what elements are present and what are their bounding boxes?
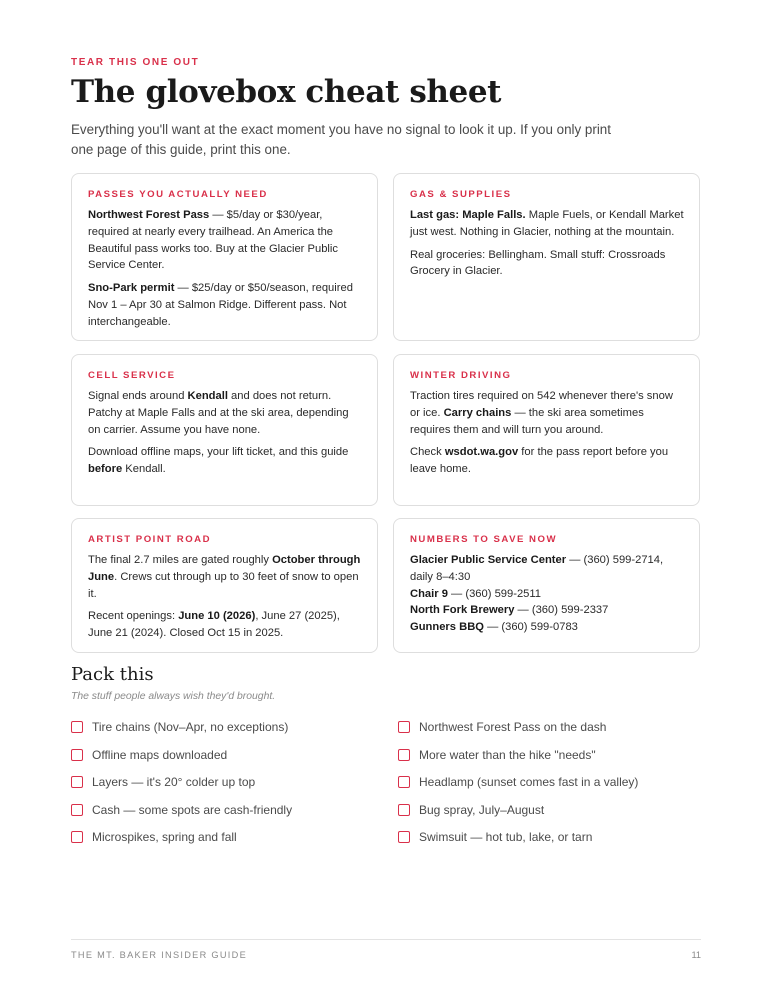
page-title: The glovebox cheat sheet [71, 74, 502, 110]
card-paragraph [88, 280, 363, 330]
bold-text: before [88, 463, 123, 476]
card-paragraph [410, 247, 685, 281]
pack-section-subtitle: The stuff people always wish they'd brought. [71, 691, 276, 702]
checklist-item[interactable] [398, 745, 596, 765]
contact-name: Glacier Public Service Center [410, 554, 567, 566]
contact-name: Chair 9 [410, 587, 448, 600]
bold-text: October through June [88, 554, 361, 583]
contact-detail: — (360) 599-2337 [514, 604, 609, 617]
bold-text: Carry chains [443, 406, 512, 419]
card-label: GAS & SUPPLIES [410, 189, 512, 200]
contact-detail: — (360) 599-2714, daily 8–4:30 [410, 554, 664, 583]
checklist-label: Tire chains (Nov–Apr, no exceptions) [92, 720, 289, 734]
checklist-item[interactable] [71, 827, 237, 847]
card-label: CELL SERVICE [88, 370, 176, 381]
phone-number-list [410, 552, 685, 636]
checklist-item[interactable] [71, 772, 255, 792]
checkbox[interactable] [398, 776, 410, 788]
card-paragraph [88, 388, 363, 438]
guide-page [71, 0, 701, 1000]
body-text: . Crews cut through up to 30 feet of snow to open it. [88, 570, 359, 600]
phone-entry [410, 552, 685, 586]
footer-page-number: 11 [691, 950, 701, 960]
phone-entry [410, 602, 685, 619]
checkbox[interactable] [398, 721, 410, 733]
body-text: Kendall. [122, 463, 166, 476]
body-text: , June 27 (2025), June 21 (2024). Closed Oct 15 in 2025. [88, 610, 340, 640]
card-numbers-to-save [393, 518, 700, 653]
checklist-label: Swimsuit — hot tub, lake, or tarn [419, 830, 593, 844]
footer-divider [71, 939, 701, 940]
contact-name: Gunners BBQ [410, 621, 484, 634]
card-cell-service [71, 354, 378, 506]
checklist-item[interactable] [398, 800, 544, 820]
checkbox[interactable] [398, 831, 410, 843]
checkbox[interactable] [71, 749, 83, 761]
checkbox[interactable] [71, 721, 83, 733]
body-text: Traction tires required on 542 whenever there's snow or ice. [410, 390, 673, 419]
checklist-item[interactable] [398, 717, 606, 737]
body-text: Check [410, 446, 445, 459]
checklist-label: More water than the hike "needs" [419, 748, 596, 762]
body-text: — the ski area sometimes requires them and will turn you around. [410, 406, 644, 436]
phone-entry [410, 619, 685, 636]
checklist-label: Microspikes, spring and fall [92, 830, 237, 844]
checklist-label: Northwest Forest Pass on the dash [419, 720, 607, 734]
card-paragraph [410, 444, 685, 478]
card-paragraph [88, 207, 363, 274]
card-paragraph [88, 552, 363, 602]
section-kicker: TEAR THIS ONE OUT [71, 57, 200, 68]
checkbox[interactable] [71, 804, 83, 816]
checkbox[interactable] [398, 749, 410, 761]
bold-text: Kendall [187, 390, 228, 402]
contact-detail: — (360) 599-0783 [483, 621, 578, 634]
intro-paragraph: Everything you'll want at the exact moment you have no signal to look it up. If you only print one page of this guide, print this one. [71, 122, 611, 157]
card-paragraph [410, 388, 685, 438]
footer-guide-name: THE MT. BAKER INSIDER GUIDE [71, 950, 247, 960]
card-label: WINTER DRIVING [410, 370, 512, 381]
bold-text: Sno-Park permit [88, 282, 175, 295]
checklist-label: Layers — it's 20° colder up top [92, 775, 256, 789]
card-label: NUMBERS TO SAVE NOW [410, 534, 558, 545]
body-text: Download offline maps, your lift ticket, and this guide [88, 446, 349, 459]
pack-section-title: Pack this [71, 664, 154, 685]
body-text: Real groceries: Bellingham. Small stuff: Crossroads Grocery in Glacier. [410, 248, 666, 278]
phone-entry [410, 586, 685, 603]
checklist-label: Cash — some spots are cash-friendly [92, 803, 293, 817]
contact-detail: — (360) 599-2511 [447, 587, 542, 600]
card-paragraph [410, 207, 685, 241]
body-text: Signal ends around [88, 390, 188, 402]
checklist-item[interactable] [398, 827, 592, 847]
card-gas-supplies [393, 173, 700, 341]
checklist-item[interactable] [71, 800, 292, 820]
card-label: ARTIST POINT ROAD [88, 534, 212, 545]
body-text: The final 2.7 miles are gated roughly [88, 554, 273, 566]
card-winter-driving [393, 354, 700, 506]
body-text: for the pass report before you leave home. [410, 446, 669, 476]
bold-text: Last gas: Maple Falls. [410, 209, 526, 221]
card-passes [71, 173, 378, 341]
checkbox[interactable] [71, 776, 83, 788]
checklist-item[interactable] [71, 717, 288, 737]
body-text: — $25/day or $50/season, required Nov 1 – Apr 30 at Salmon Ridge. Different pass. Not interchangeable. [88, 282, 353, 328]
bold-text: wsdot.wa.gov [444, 446, 519, 459]
checklist-item[interactable] [398, 772, 638, 792]
body-text: Recent openings: [88, 610, 179, 623]
body-text: — $5/day or $30/year, required at nearly every trailhead. An America the Beautiful pass works too. Buy at the Glacier Public Service Center. [88, 209, 338, 272]
contact-name: North Fork Brewery [410, 604, 515, 617]
card-paragraph [88, 608, 363, 642]
checklist-label: Offline maps downloaded [92, 748, 228, 762]
bold-text: Northwest Forest Pass [88, 209, 210, 221]
checklist-item[interactable] [71, 745, 227, 765]
checkbox[interactable] [398, 804, 410, 816]
card-paragraph [88, 444, 363, 478]
body-text: Maple Fuels, or Kendall Market just west. Nothing in Glacier, nothing at the mountain. [410, 209, 684, 238]
bold-text: June 10 (2026) [178, 610, 256, 623]
card-label: PASSES YOU ACTUALLY NEED [88, 189, 268, 200]
card-artist-point-road [71, 518, 378, 653]
checkbox[interactable] [71, 831, 83, 843]
checklist-label: Bug spray, July–August [419, 803, 545, 817]
body-text: and does not return. Patchy at Maple Falls and at the ski area, depending on carrier. Assume you have none. [88, 390, 349, 436]
checklist-label: Headlamp (sunset comes fast in a valley) [419, 775, 639, 789]
